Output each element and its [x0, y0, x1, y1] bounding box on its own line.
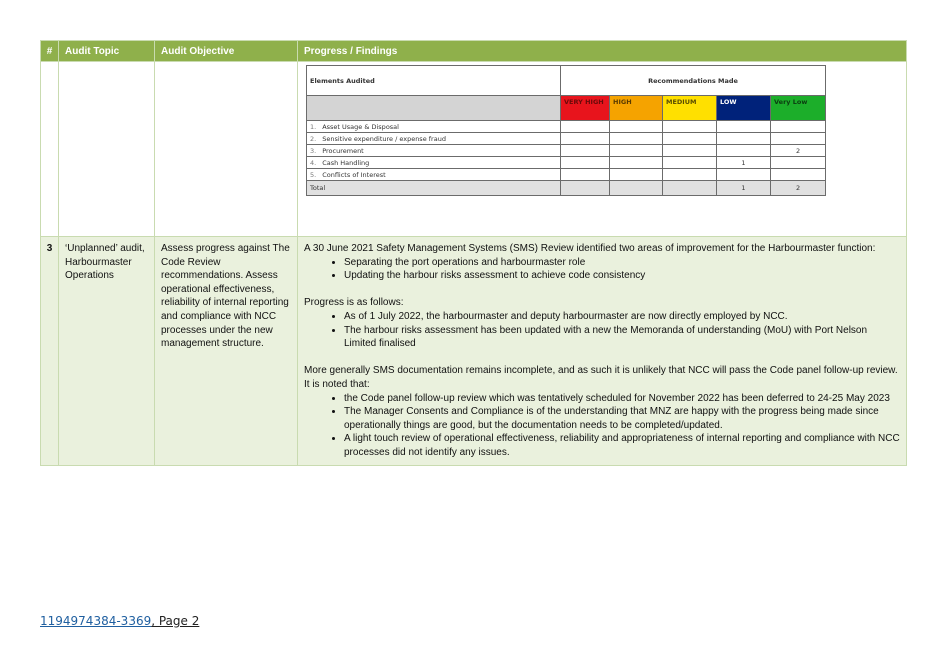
- document-reference-link[interactable]: 1194974384-3369: [40, 614, 152, 628]
- recommendation-count: [663, 133, 717, 145]
- progress-list: [304, 310, 900, 351]
- recommendation-count: [561, 157, 610, 169]
- findings-intro: A 30 June 2021 Safety Management Systems (SMS) Review identified two areas of improvement for the Harbourmaster function:: [304, 243, 876, 254]
- severity-level-very-high: VERY HIGH: [561, 96, 610, 121]
- recommendation-count: 1: [717, 157, 771, 169]
- row-number: 3: [41, 237, 59, 466]
- severity-level-very-low: Very Low: [771, 96, 826, 121]
- progress-findings-cell: [298, 237, 907, 466]
- recommendation-count: [561, 169, 610, 181]
- recommendation-count: [663, 157, 717, 169]
- table-row: [41, 237, 907, 466]
- total-label: Total: [307, 181, 561, 196]
- audited-element-row: [307, 169, 826, 181]
- header-progress-findings: Progress / Findings: [298, 41, 907, 62]
- element-name: Cash Handling: [322, 158, 370, 167]
- recommendation-count: [663, 145, 717, 157]
- recommendation-count: [717, 169, 771, 181]
- recommendation-count: [663, 121, 717, 133]
- audited-element-row: [307, 121, 826, 133]
- recommendation-count: [771, 157, 826, 169]
- recommendation-count: [610, 157, 663, 169]
- element-name: Asset Usage & Disposal: [322, 122, 399, 131]
- element-label: [307, 133, 561, 145]
- elements-audited-header: Elements Audited: [307, 66, 561, 96]
- empty-cell: [155, 62, 298, 237]
- recommendation-count: [771, 133, 826, 145]
- general-findings: More generally SMS documentation remains incomplete, and as such it is unlikely that NCC will pass the Code panel follow-up review. It is noted that:: [304, 365, 898, 390]
- header-num: #: [41, 41, 59, 62]
- audit-table: [40, 40, 907, 466]
- bullet-item: • Separating the port operations and harbourmaster role: [344, 256, 900, 270]
- recommendation-count: [717, 121, 771, 133]
- recommendation-count: [663, 169, 717, 181]
- element-name: Sensitive expenditure / expense fraud: [322, 134, 446, 143]
- element-number: 1.: [310, 122, 317, 131]
- recommendation-count: [610, 121, 663, 133]
- bullet-item: • Updating the harbour risks assessment to achieve code consistency: [344, 269, 900, 283]
- element-name: Procurement: [322, 146, 364, 155]
- element-number: 4.: [310, 158, 317, 167]
- table-row: [41, 62, 907, 237]
- page-footer: [40, 614, 199, 628]
- element-number: 5.: [310, 170, 317, 179]
- recommendation-count: [717, 133, 771, 145]
- element-label: [307, 169, 561, 181]
- element-number: 3.: [310, 146, 317, 155]
- severity-level-medium: MEDIUM: [663, 96, 717, 121]
- empty-cell: [41, 62, 59, 237]
- total-count: [663, 181, 717, 196]
- recommendations-table: [306, 65, 826, 196]
- bullet-item: • the Code panel follow-up review which was tentatively scheduled for November 2022 has been deferred to 24-25 May 2023: [344, 392, 900, 406]
- recommendation-count: [717, 145, 771, 157]
- recommendation-count: [610, 169, 663, 181]
- bullet-item: • As of 1 July 2022, the harbourmaster and deputy harbourmaster are now directly employed by NCC.: [344, 310, 900, 324]
- total-count: 2: [771, 181, 826, 196]
- element-label: [307, 121, 561, 133]
- audit-objective-cell: Assess progress against The Code Review recommendations. Assess operational effectiveness, reliability of internal reporting and compliance with NCC processes under the new management structure.: [155, 237, 298, 466]
- header-audit-objective: Audit Objective: [155, 41, 298, 62]
- empty-cell: [59, 62, 155, 237]
- total-count: [610, 181, 663, 196]
- element-number: 2.: [310, 134, 317, 143]
- element-label: [307, 157, 561, 169]
- total-count: 1: [717, 181, 771, 196]
- recommendations-image-cell: [298, 62, 907, 237]
- recommendation-count: [771, 121, 826, 133]
- inner-body: [307, 121, 826, 196]
- audit-topic-cell: ‘Unplanned’ audit, Harbourmaster Operations: [59, 237, 155, 466]
- recommendation-count: [561, 133, 610, 145]
- audited-element-row: [307, 145, 826, 157]
- header-audit-topic: Audit Topic: [59, 41, 155, 62]
- recommendations-made-header: Recommendations Made: [561, 66, 826, 96]
- page-number: , Page 2: [151, 614, 200, 628]
- audited-element-row: [307, 133, 826, 145]
- total-count: [561, 181, 610, 196]
- recommendation-count: [610, 145, 663, 157]
- recommendation-count: [610, 133, 663, 145]
- element-name: Conflicts of Interest: [322, 170, 386, 179]
- bullet-item: • The Manager Consents and Compliance is of the understanding that MNZ are happy with the progress being made since operationally things are good, but the documentation needs to be completed/updated.: [344, 405, 900, 432]
- progress-intro: Progress is as follows:: [304, 297, 404, 309]
- audited-element-row: [307, 157, 826, 169]
- table-header-row: [41, 41, 907, 62]
- severity-level-low: LOW: [717, 96, 771, 121]
- recommendation-count: [771, 169, 826, 181]
- recommendation-count: [561, 145, 610, 157]
- bullet-item: • A light touch review of operational effectiveness, reliability and appropriateness of internal reporting and compliance with NCC processes did not identify any issues.: [344, 432, 900, 459]
- severity-level-row: [307, 96, 826, 121]
- severity-level-high: HIGH: [610, 96, 663, 121]
- grey-spacer-cell: [307, 96, 561, 121]
- element-label: [307, 145, 561, 157]
- improvement-areas-list: [304, 256, 900, 283]
- recommendation-count: [561, 121, 610, 133]
- total-row: [307, 181, 826, 196]
- bullet-item: • The harbour risks assessment has been updated with a new the Memoranda of understanding (MoU) with Port Nelson Limited finalised: [344, 324, 900, 351]
- recommendation-count: 2: [771, 145, 826, 157]
- noted-list: [304, 392, 900, 460]
